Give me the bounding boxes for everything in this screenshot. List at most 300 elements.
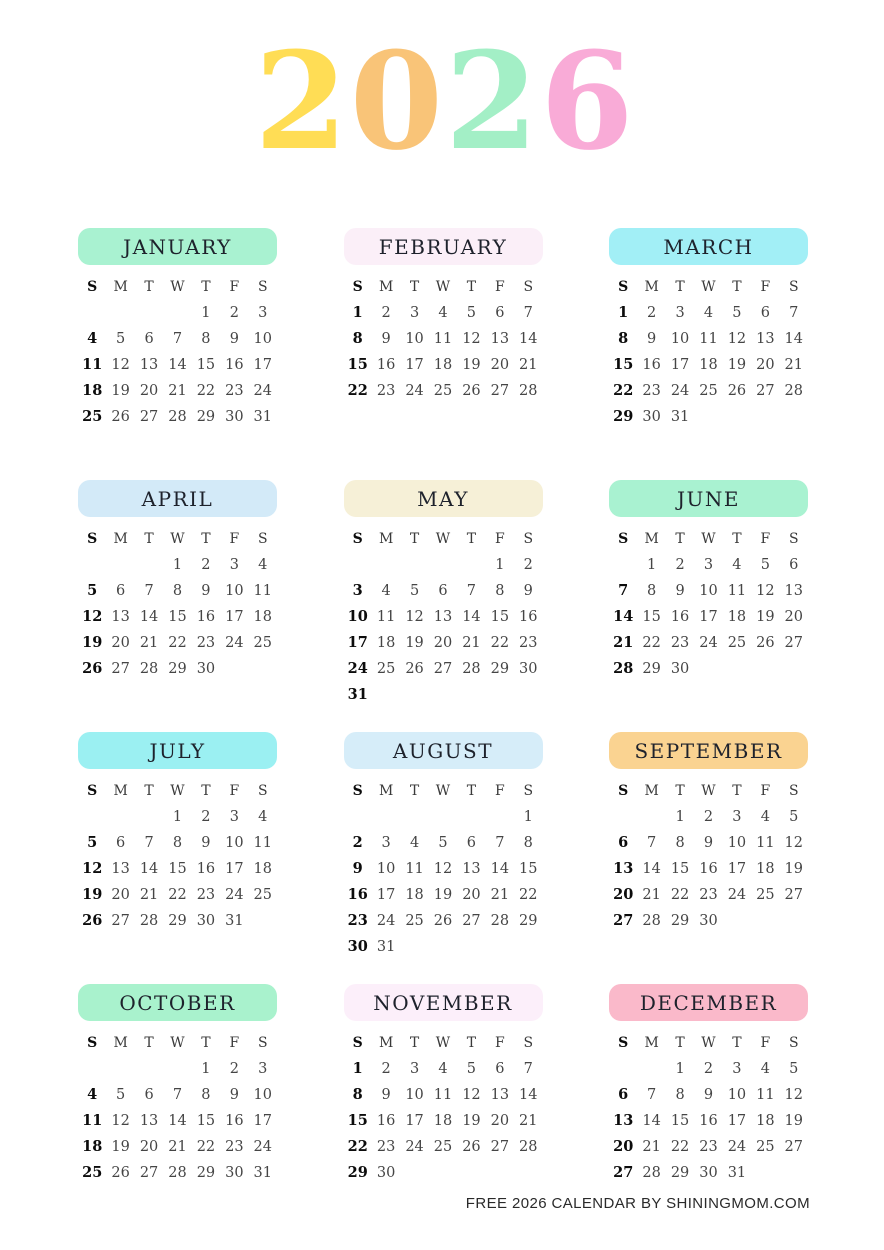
empty-cell <box>135 1056 163 1082</box>
day-cell: 23 <box>225 383 244 399</box>
weekday-label: W <box>170 279 185 295</box>
weekday-label: T <box>409 783 420 799</box>
week-row <box>78 1160 277 1186</box>
day-cell: 8 <box>201 331 211 347</box>
weekday-label: W <box>701 531 716 547</box>
week-row <box>609 404 808 430</box>
empty-cell <box>106 552 134 578</box>
week-row <box>78 830 277 856</box>
day-cell: 21 <box>139 635 159 651</box>
weekday-label: S <box>618 1035 629 1051</box>
day-cell: 4 <box>703 305 714 321</box>
day-cell: 16 <box>699 861 718 877</box>
day-cell: 24 <box>253 1139 272 1155</box>
day-cell: 26 <box>462 1139 481 1155</box>
day-cell: 4 <box>438 305 448 321</box>
month-name: FEBRUARY <box>378 234 508 259</box>
weekday-row <box>78 526 277 552</box>
day-cell: 29 <box>519 913 538 929</box>
day-cell: 5 <box>760 557 770 573</box>
day-cell: 31 <box>347 686 368 703</box>
day-cell: 8 <box>352 330 363 347</box>
day-cell: 22 <box>613 382 634 399</box>
day-cell: 18 <box>699 357 718 373</box>
empty-cell <box>457 682 485 708</box>
weekday-label: M <box>378 531 394 547</box>
day-cell: 13 <box>139 1113 159 1129</box>
day-cell: 18 <box>433 357 453 373</box>
day-cell: 3 <box>258 305 268 321</box>
month-header <box>609 732 808 769</box>
day-cell: 10 <box>405 331 424 347</box>
day-cell: 19 <box>462 1113 481 1129</box>
day-cell: 15 <box>519 861 538 877</box>
day-cell: 1 <box>647 557 657 573</box>
day-cell: 4 <box>732 557 742 573</box>
day-cell: 3 <box>258 1061 268 1077</box>
week-row <box>344 630 543 656</box>
weekday-row <box>609 1030 808 1056</box>
week-row <box>78 326 277 352</box>
weekday-label: T <box>409 1035 420 1051</box>
empty-cell <box>780 656 808 682</box>
day-cell: 20 <box>139 1139 159 1155</box>
week-row <box>344 804 543 830</box>
day-cell: 9 <box>229 1087 239 1103</box>
day-cell: 25 <box>405 913 424 929</box>
day-cell: 21 <box>519 357 538 373</box>
day-cell: 28 <box>490 913 510 929</box>
day-cell: 22 <box>168 635 187 651</box>
day-cell: 30 <box>670 661 690 677</box>
weekday-label: S <box>87 783 98 799</box>
day-cell: 11 <box>253 835 272 851</box>
day-cell: 12 <box>462 331 481 347</box>
week-row <box>344 1082 543 1108</box>
day-cell: 10 <box>405 1087 424 1103</box>
day-cell: 7 <box>523 1061 533 1077</box>
day-cell: 27 <box>111 913 130 929</box>
weekday-label: S <box>352 1035 363 1051</box>
day-cell: 26 <box>82 912 103 929</box>
empty-cell <box>400 1160 428 1186</box>
day-cell: 12 <box>433 861 453 877</box>
empty-cell <box>751 1160 779 1186</box>
day-cell: 29 <box>670 1165 690 1181</box>
day-cell: 27 <box>613 1164 634 1181</box>
day-cell: 15 <box>347 356 368 373</box>
day-cell: 22 <box>642 635 661 651</box>
weekday-label: F <box>760 531 771 547</box>
day-cell: 27 <box>462 913 481 929</box>
day-cell: 5 <box>466 305 477 321</box>
day-cell: 2 <box>703 809 714 825</box>
day-cell: 5 <box>732 305 742 321</box>
week-row <box>609 1082 808 1108</box>
weekday-row <box>609 526 808 552</box>
day-cell: 10 <box>699 583 718 599</box>
empty-cell <box>372 552 400 578</box>
empty-cell <box>780 1160 808 1186</box>
day-cell: 16 <box>196 861 216 877</box>
day-cell: 19 <box>727 357 747 373</box>
month-block <box>78 984 277 1236</box>
empty-cell <box>135 804 163 830</box>
day-cell: 1 <box>618 304 629 321</box>
empty-cell <box>106 1056 134 1082</box>
day-cell: 7 <box>144 835 154 851</box>
weekday-label: F <box>760 783 771 799</box>
day-cell: 13 <box>784 583 803 599</box>
weekday-label: T <box>201 279 211 295</box>
day-cell: 16 <box>347 886 368 903</box>
day-cell: 30 <box>196 661 216 677</box>
day-cell: 16 <box>225 1113 244 1129</box>
day-cell: 7 <box>495 835 505 851</box>
day-cell: 15 <box>613 356 634 373</box>
day-cell: 15 <box>196 1113 216 1129</box>
day-cell: 22 <box>168 887 187 903</box>
weekday-label: S <box>523 1035 534 1051</box>
day-cell: 21 <box>784 357 803 373</box>
day-cell: 11 <box>82 356 103 373</box>
day-cell: 4 <box>381 583 391 599</box>
weeks <box>609 300 808 430</box>
day-cell: 19 <box>405 635 424 651</box>
week-row <box>609 804 808 830</box>
weekday-label: S <box>87 531 98 547</box>
day-cell: 5 <box>116 331 126 347</box>
day-cell: 18 <box>756 1113 775 1129</box>
empty-cell <box>457 552 485 578</box>
empty-cell <box>609 552 637 578</box>
day-cell: 22 <box>196 1139 216 1155</box>
weekday-label: T <box>732 783 742 799</box>
day-cell: 30 <box>699 913 718 929</box>
week-row <box>78 656 277 682</box>
week-row <box>344 934 543 960</box>
week-row <box>344 908 543 934</box>
weekday-label: F <box>494 1035 505 1051</box>
day-cell: 30 <box>225 409 244 425</box>
day-cell: 6 <box>144 1087 154 1103</box>
weekday-row <box>78 274 277 300</box>
day-cell: 27 <box>613 912 634 929</box>
weekday-label: S <box>523 531 534 547</box>
day-cell: 14 <box>462 609 481 625</box>
day-cell: 2 <box>381 1061 391 1077</box>
empty-cell <box>514 682 542 708</box>
day-cell: 19 <box>462 357 481 373</box>
month-name: SEPTEMBER <box>634 738 783 763</box>
day-cell: 22 <box>347 1138 368 1155</box>
weekday-label: S <box>618 279 629 295</box>
week-row <box>344 552 543 578</box>
day-cell: 23 <box>376 383 396 399</box>
day-cell: 23 <box>196 887 216 903</box>
day-cell: 2 <box>201 809 211 825</box>
day-cell: 25 <box>699 383 718 399</box>
weekday-row <box>344 778 543 804</box>
day-cell: 6 <box>495 305 505 321</box>
weekday-label: S <box>257 783 268 799</box>
day-cell: 17 <box>253 1113 272 1129</box>
weekday-label: T <box>144 783 154 799</box>
day-cell: 20 <box>756 357 775 373</box>
week-row <box>78 908 277 934</box>
day-cell: 8 <box>201 1087 211 1103</box>
weeks <box>344 552 543 708</box>
weekday-label: T <box>732 1035 742 1051</box>
week-row <box>78 300 277 326</box>
day-cell: 25 <box>253 635 272 651</box>
day-cell: 9 <box>523 583 533 599</box>
empty-cell <box>78 300 106 326</box>
weekday-label: T <box>675 279 685 295</box>
day-cell: 6 <box>438 583 448 599</box>
week-row <box>609 300 808 326</box>
day-cell: 26 <box>111 1165 130 1181</box>
week-row <box>78 1056 277 1082</box>
day-cell: 10 <box>253 1087 272 1103</box>
empty-cell <box>344 804 372 830</box>
day-cell: 12 <box>756 583 775 599</box>
day-cell: 18 <box>253 861 272 877</box>
day-cell: 24 <box>405 383 424 399</box>
week-row <box>609 830 808 856</box>
day-cell: 20 <box>490 1113 510 1129</box>
day-cell: 17 <box>727 861 747 877</box>
day-cell: 21 <box>519 1113 538 1129</box>
day-cell: 26 <box>111 409 130 425</box>
weekday-label: F <box>760 279 771 295</box>
day-cell: 16 <box>196 609 216 625</box>
day-cell: 19 <box>111 1139 130 1155</box>
weekday-label: S <box>523 783 534 799</box>
empty-cell <box>163 300 191 326</box>
empty-cell <box>163 1056 191 1082</box>
day-cell: 6 <box>466 835 477 851</box>
day-cell: 21 <box>642 887 661 903</box>
empty-cell <box>457 934 485 960</box>
day-cell: 8 <box>618 330 629 347</box>
weekday-label: W <box>435 1035 451 1051</box>
day-cell: 25 <box>433 1139 453 1155</box>
empty-cell <box>372 804 400 830</box>
day-cell: 5 <box>789 809 799 825</box>
day-cell: 28 <box>139 913 159 929</box>
day-cell: 4 <box>87 330 98 347</box>
day-cell: 14 <box>784 331 803 347</box>
weekday-label: T <box>675 1035 685 1051</box>
day-cell: 18 <box>82 382 103 399</box>
day-cell: 17 <box>225 861 244 877</box>
day-cell: 20 <box>111 887 130 903</box>
day-cell: 21 <box>462 635 481 651</box>
empty-cell <box>429 682 457 708</box>
day-cell: 2 <box>675 557 685 573</box>
day-cell: 27 <box>139 409 159 425</box>
day-cell: 28 <box>642 913 661 929</box>
year-title <box>0 22 884 180</box>
weekday-label: M <box>113 279 128 295</box>
day-cell: 22 <box>670 1139 690 1155</box>
day-cell: 3 <box>381 835 391 851</box>
weekday-label: W <box>170 531 185 547</box>
weekday-label: S <box>523 279 534 295</box>
day-cell: 23 <box>642 383 661 399</box>
weekday-label: M <box>378 783 394 799</box>
week-row <box>609 630 808 656</box>
day-cell: 5 <box>409 583 420 599</box>
day-cell: 19 <box>82 886 103 903</box>
day-cell: 28 <box>168 1165 187 1181</box>
day-cell: 27 <box>490 383 510 399</box>
day-cell: 27 <box>784 887 803 903</box>
day-cell: 13 <box>490 331 510 347</box>
weeks <box>344 804 543 960</box>
empty-cell <box>78 804 106 830</box>
day-cell: 2 <box>229 305 239 321</box>
day-cell: 29 <box>168 661 187 677</box>
day-cell: 6 <box>618 834 629 851</box>
weekday-label: M <box>644 531 659 547</box>
day-cell: 4 <box>258 557 268 573</box>
week-row <box>78 1108 277 1134</box>
day-cell: 25 <box>727 635 747 651</box>
day-cell: 19 <box>111 383 130 399</box>
day-cell: 31 <box>253 409 272 425</box>
day-cell: 27 <box>490 1139 510 1155</box>
day-cell: 20 <box>111 635 130 651</box>
day-cell: 24 <box>225 635 244 651</box>
day-cell: 15 <box>168 609 187 625</box>
day-cell: 12 <box>784 1087 803 1103</box>
day-cell: 28 <box>462 661 481 677</box>
day-cell: 12 <box>727 331 747 347</box>
week-row <box>344 352 543 378</box>
day-cell: 21 <box>168 383 187 399</box>
weekday-label: M <box>113 531 128 547</box>
week-row <box>344 1134 543 1160</box>
day-cell: 22 <box>196 383 216 399</box>
day-cell: 13 <box>462 861 481 877</box>
day-cell: 11 <box>433 1087 453 1103</box>
day-cell: 19 <box>82 634 103 651</box>
weeks <box>344 300 543 404</box>
week-row <box>344 656 543 682</box>
day-cell: 7 <box>618 582 629 599</box>
day-cell: 30 <box>376 1165 396 1181</box>
weekday-label: F <box>229 783 240 799</box>
day-cell: 19 <box>784 1113 803 1129</box>
day-cell: 18 <box>433 1113 453 1129</box>
weekday-label: M <box>644 1035 659 1051</box>
week-row <box>609 1160 808 1186</box>
day-cell: 8 <box>675 1087 685 1103</box>
day-cell: 31 <box>670 409 690 425</box>
weekday-label: M <box>378 1035 394 1051</box>
empty-cell <box>429 804 457 830</box>
day-cell: 30 <box>225 1165 244 1181</box>
empty-cell <box>486 804 514 830</box>
day-cell: 24 <box>405 1139 424 1155</box>
day-cell: 20 <box>433 635 453 651</box>
day-cell: 10 <box>727 835 747 851</box>
day-cell: 3 <box>409 1061 420 1077</box>
weekday-label: M <box>644 279 659 295</box>
empty-cell <box>609 1056 637 1082</box>
day-cell: 24 <box>225 887 244 903</box>
day-cell: 4 <box>438 1061 448 1077</box>
week-row <box>609 378 808 404</box>
week-row <box>609 604 808 630</box>
day-cell: 5 <box>438 835 448 851</box>
empty-cell <box>429 934 457 960</box>
day-cell: 9 <box>352 860 363 877</box>
week-row <box>344 326 543 352</box>
empty-cell <box>249 656 277 682</box>
day-cell: 19 <box>433 887 453 903</box>
day-cell: 24 <box>376 913 396 929</box>
day-cell: 25 <box>82 1164 103 1181</box>
day-cell: 15 <box>347 1112 368 1129</box>
day-cell: 8 <box>675 835 685 851</box>
day-cell: 9 <box>229 331 239 347</box>
weekday-label: S <box>788 783 799 799</box>
day-cell: 4 <box>760 1061 770 1077</box>
weekday-row <box>78 1030 277 1056</box>
week-row <box>344 1108 543 1134</box>
months-grid <box>78 228 808 1236</box>
day-cell: 30 <box>347 938 368 955</box>
empty-cell <box>780 404 808 430</box>
day-cell: 2 <box>352 834 363 851</box>
weekday-label: W <box>701 279 716 295</box>
day-cell: 24 <box>253 383 272 399</box>
empty-cell <box>694 656 722 682</box>
month-header <box>344 732 543 769</box>
day-cell: 14 <box>642 861 661 877</box>
day-cell: 23 <box>519 635 538 651</box>
day-cell: 13 <box>613 860 634 877</box>
day-cell: 23 <box>376 1139 396 1155</box>
weeks <box>344 1056 543 1186</box>
weekday-label: F <box>760 1035 771 1051</box>
weekday-label: S <box>788 279 799 295</box>
day-cell: 25 <box>756 887 775 903</box>
day-cell: 13 <box>111 609 130 625</box>
week-row <box>344 1160 543 1186</box>
day-cell: 9 <box>201 835 211 851</box>
year-digit: 0 <box>349 22 439 180</box>
empty-cell <box>135 300 163 326</box>
month-block <box>78 480 277 732</box>
day-cell: 18 <box>376 635 396 651</box>
day-cell: 25 <box>376 661 396 677</box>
empty-cell <box>106 300 134 326</box>
weekday-label: F <box>229 531 240 547</box>
year-digit: 2 <box>445 22 535 180</box>
week-row <box>344 300 543 326</box>
empty-cell <box>106 804 134 830</box>
day-cell: 10 <box>253 331 272 347</box>
empty-cell <box>637 1056 665 1082</box>
weekday-label: W <box>435 783 451 799</box>
weeks <box>78 552 277 682</box>
day-cell: 9 <box>381 1087 391 1103</box>
day-cell: 14 <box>519 1087 538 1103</box>
